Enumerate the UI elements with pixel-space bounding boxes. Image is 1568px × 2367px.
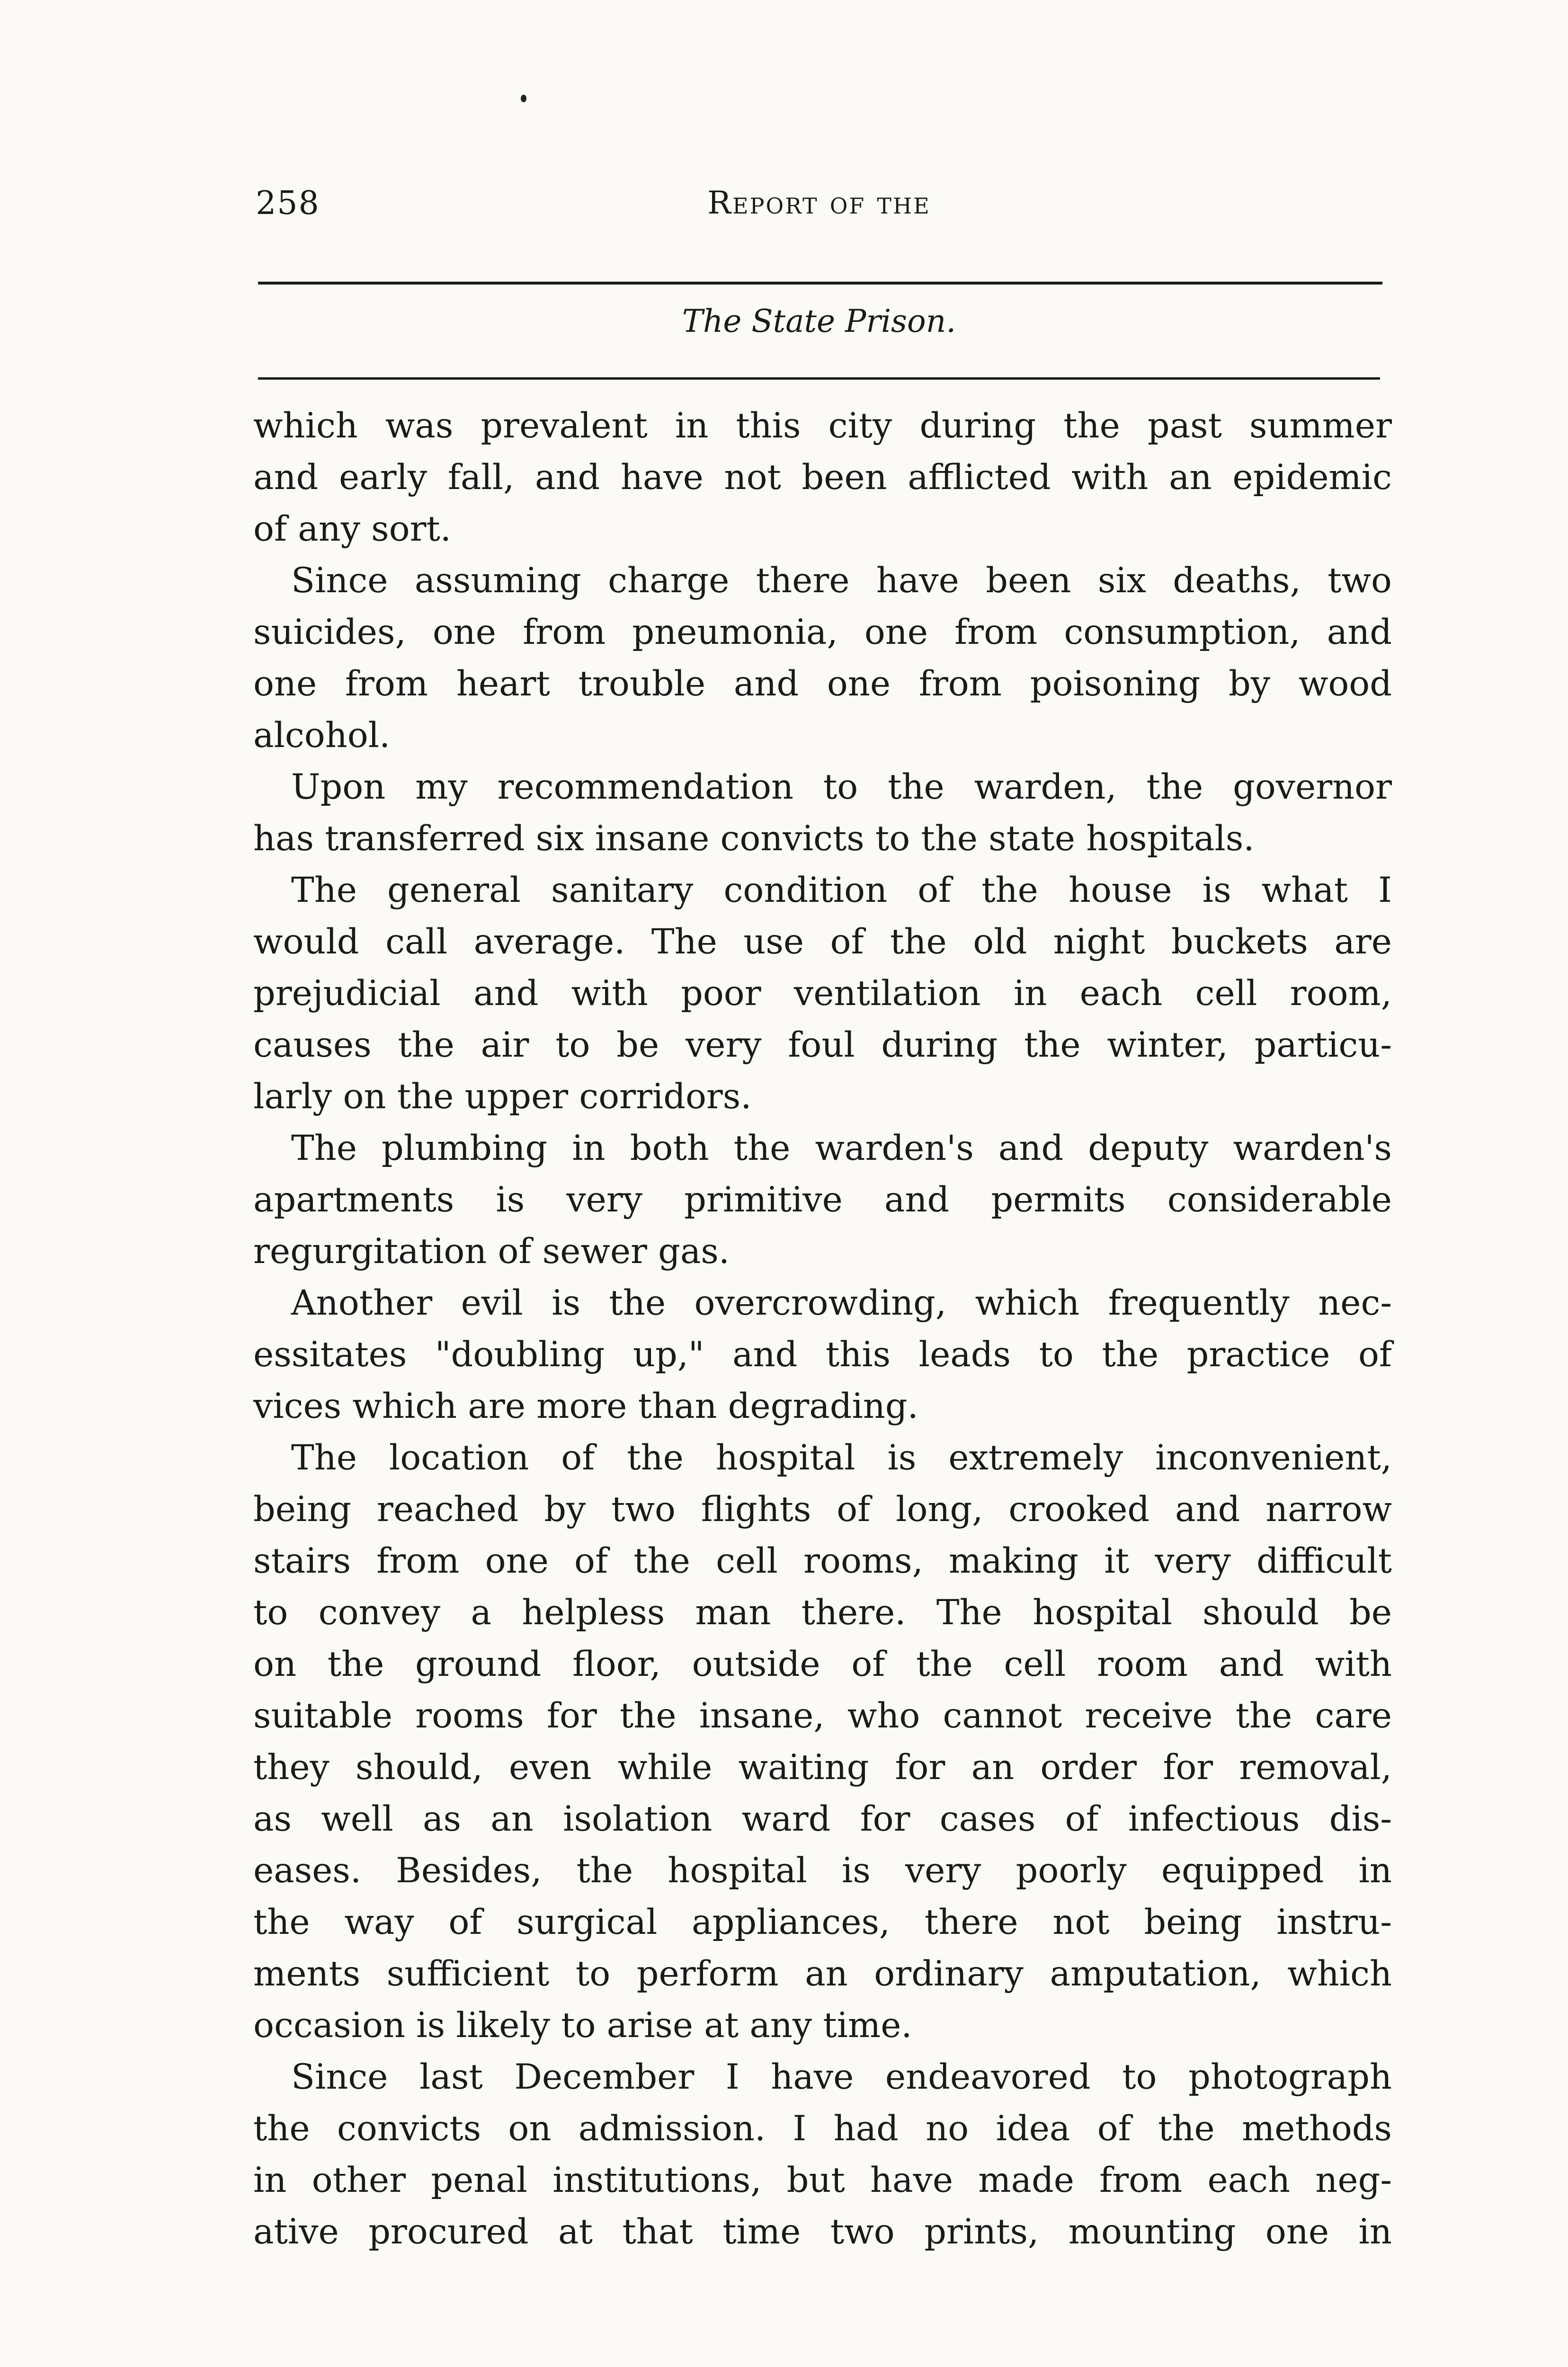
text-line: the way of surgical appliances, there not being instru- [253,1902,1392,1942]
ink-speck [521,95,526,102]
text-line: stairs from one of the cell rooms, making it very difficult [253,1541,1392,1581]
page-header [256,180,1382,237]
text-line: which was prevalent in this city during the past summer [253,406,1392,446]
text-line: alcohol. [253,715,391,756]
running-head: Report of the [707,185,931,221]
text-line: Since last December I have endeavored to photograph [291,2057,1392,2097]
text-line: larly on the upper corridors. [253,1077,752,1117]
text-line: apartments is very primitive and permits considerable [253,1180,1392,1220]
header-rule-top [258,282,1382,285]
text-line: regurgitation of sewer gas. [253,1231,730,1272]
text-line: to convey a helpless man there. The hospital should be [253,1593,1392,1633]
text-line: on the ground floor, outside of the cell room and with [253,1644,1392,1684]
text-line: ments sufficient to perform an ordinary amputation, which [253,1954,1392,1994]
text-line: would call average. The use of the old night buckets are [253,922,1392,962]
text-line: one from heart trouble and one from poisoning by wood [253,664,1392,704]
text-line: vices which are more than degrading. [253,1386,918,1426]
section-title: The State Prison. [682,303,956,339]
text-line: eases. Besides, the hospital is very poorly equipped in [253,1851,1392,1891]
text-line: being reached by two flights of long, crooked and narrow [253,1489,1392,1530]
text-line: causes the air to be very foul during the winter, particu- [253,1025,1392,1065]
text-line: The location of the hospital is extremely inconvenient, [291,1438,1392,1478]
text-line: Another evil is the overcrowding, which frequently nec- [291,1283,1392,1323]
text-line: prejudicial and with poor ventilation in each cell room, [253,973,1392,1014]
text-line: the convicts on admission. I had no idea of the methods [253,2109,1392,2149]
text-line: Since assuming charge there have been six deaths, two [291,561,1392,601]
header-rule-bottom [258,377,1380,380]
text-line: The general sanitary condition of the house is what I [291,870,1392,910]
text-line: in other penal institutions, but have made from each neg- [253,2160,1392,2200]
text-line: suicides, one from pneumonia, one from consumption, and [253,612,1392,652]
text-line: as well as an isolation ward for cases of infectious dis- [253,1799,1392,1839]
text-line: ative procured at that time two prints, mounting one in [253,2212,1392,2252]
text-line: suitable rooms for the insane, who cannot receive the care [253,1696,1392,1736]
text-line: The plumbing in both the warden's and deputy warden's [291,1128,1392,1168]
text-line: occasion is likely to arise at any time. [253,2005,912,2046]
text-line: they should, even while waiting for an order for removal, [253,1747,1392,1788]
text-line: essitates "doubling up," and this leads to the practice of [253,1335,1392,1375]
text-line: of any sort. [253,509,452,549]
text-line: and early fall, and have not been afflicted with an epidemic [253,457,1392,498]
text-line: Upon my recommendation to the warden, the governor [291,767,1392,807]
text-line: has transferred six insane convicts to the state hospitals. [253,819,1255,859]
page-number: 258 [256,185,320,222]
body-text [253,400,1392,2258]
